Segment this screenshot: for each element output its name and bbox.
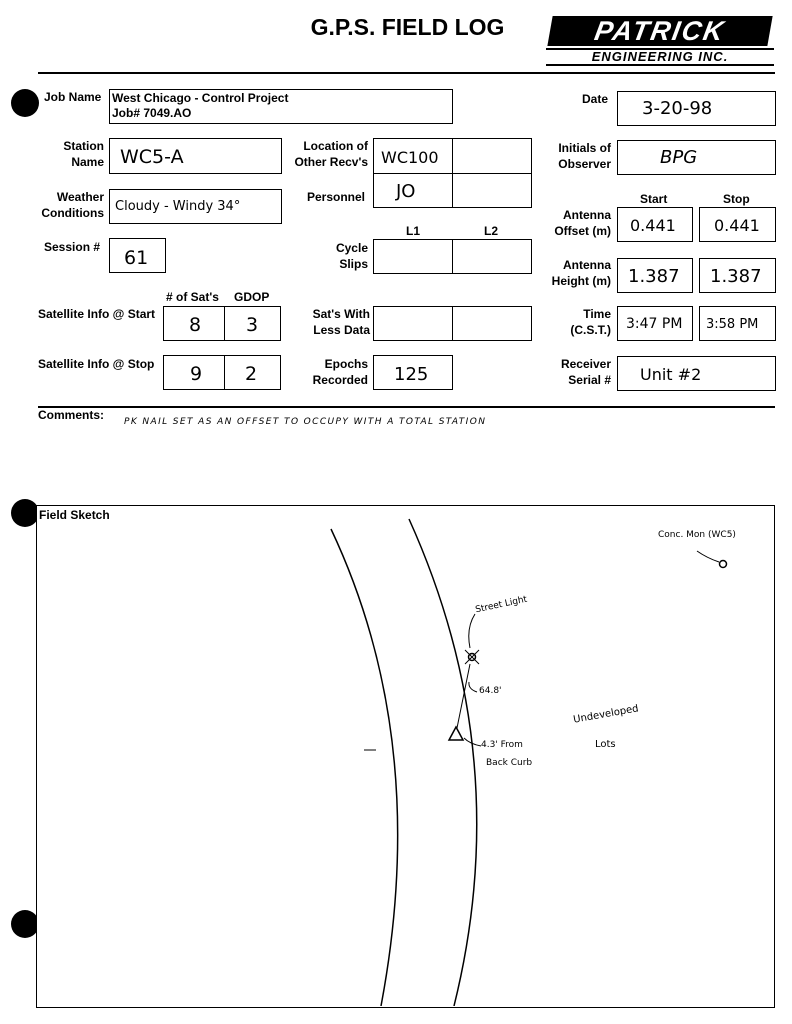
antenna-height-stop-value: 1.387 xyxy=(710,266,762,287)
time-stop-value: 3:58 PM xyxy=(706,317,759,332)
antenna-offset-label-2: Offset (m) xyxy=(554,224,611,238)
field-sketch-drawing xyxy=(37,506,773,1006)
sats-less-data-label-2: Less Data xyxy=(313,323,370,337)
punch-hole-top xyxy=(11,89,39,117)
logo-main: PATRICK xyxy=(547,16,772,46)
sat-info-stop-label: Satellite Info @ Stop xyxy=(38,357,155,371)
weather-label xyxy=(38,190,104,221)
epochs-value: 125 xyxy=(394,364,429,385)
antenna-offset-start-value: 0.441 xyxy=(630,216,676,235)
date-value: 3-20-98 xyxy=(642,98,713,119)
antenna-height-label xyxy=(540,258,611,289)
road-curb-left xyxy=(331,529,398,1006)
cycle-slips-label xyxy=(306,241,368,272)
epochs-label xyxy=(300,357,368,388)
personnel-field-2[interactable] xyxy=(452,173,532,208)
receiver-label-2: Serial # xyxy=(568,373,611,387)
location-other-value: WC100 xyxy=(381,148,439,167)
session-label: Session # xyxy=(44,240,101,254)
initials-label xyxy=(540,141,611,172)
initials-label-1: Initials of xyxy=(558,141,611,155)
antenna-offset-stop-value: 0.441 xyxy=(714,216,760,235)
antenna-height-label-2: Height (m) xyxy=(551,274,611,288)
distance-pointer xyxy=(469,682,477,692)
sats-less-data-l1-field[interactable] xyxy=(373,306,453,341)
job-name-label: Job Name xyxy=(44,90,102,104)
sats-start-field[interactable] xyxy=(163,306,225,341)
time-stop-field[interactable] xyxy=(699,306,776,341)
job-name-line1: West Chicago - Control Project xyxy=(112,91,289,105)
time-label xyxy=(550,307,611,338)
sats-less-data-label xyxy=(296,307,370,338)
antenna-height-stop-field[interactable] xyxy=(699,258,776,293)
cycle-slips-l2-field[interactable] xyxy=(452,239,532,274)
location-other-field-2[interactable] xyxy=(452,138,532,174)
sat-info-start-label: Satellite Info @ Start xyxy=(38,307,156,321)
field-sketch-area[interactable] xyxy=(36,505,775,1008)
l1-column-label: L1 xyxy=(406,224,421,238)
sats-start-value: 8 xyxy=(189,314,202,336)
location-other-label xyxy=(286,139,368,170)
location-other-field-1[interactable] xyxy=(373,138,453,174)
lots-label: Lots xyxy=(595,739,616,750)
epochs-label-1: Epochs xyxy=(324,357,368,371)
date-field[interactable] xyxy=(617,91,776,126)
job-name-field[interactable] xyxy=(109,89,453,124)
comments-label: Comments: xyxy=(38,408,105,422)
receiver-label-1: Receiver xyxy=(560,357,611,371)
session-field[interactable] xyxy=(109,238,166,273)
epochs-label-2: Recorded xyxy=(312,373,368,387)
personnel-label: Personnel xyxy=(307,190,366,204)
gdop-stop-value: 2 xyxy=(245,363,258,385)
weather-label-2: Conditions xyxy=(41,206,104,220)
distance-label: 64.8' xyxy=(479,686,502,696)
stop-column-label: Stop xyxy=(723,192,750,206)
time-start-field[interactable] xyxy=(617,306,693,341)
session-value: 61 xyxy=(124,247,149,269)
punch-hole-bottom xyxy=(11,910,39,938)
date-label: Date xyxy=(582,92,609,106)
station-name-field[interactable] xyxy=(109,138,282,174)
sats-less-data-label-1: Sat's With xyxy=(312,307,370,321)
initials-value: BPG xyxy=(660,147,698,168)
location-other-label-1: Location of xyxy=(303,139,368,153)
personnel-value: JO xyxy=(396,181,416,202)
start-column-label: Start xyxy=(640,192,668,206)
station-triangle-icon xyxy=(449,727,463,740)
monument-arrow xyxy=(697,551,719,562)
sats-stop-value: 9 xyxy=(190,363,203,385)
time-label-2: (C.S.T.) xyxy=(570,323,611,337)
location-other-label-2: Other Recv's xyxy=(294,155,368,169)
company-logo xyxy=(546,14,774,64)
job-name-line2: Job# 7049.AO xyxy=(112,106,192,120)
street-light-label: Street Light xyxy=(474,594,529,616)
epochs-field[interactable] xyxy=(373,355,453,390)
time-start-value: 3:47 PM xyxy=(626,316,683,332)
receiver-label xyxy=(545,357,611,388)
gdop-column-label: GDOP xyxy=(234,290,270,304)
initials-label-2: Observer xyxy=(558,157,611,171)
station-name-label-1: Station xyxy=(63,139,104,153)
station-name-value: WC5-A xyxy=(120,146,184,168)
logo-sub: ENGINEERING INC. xyxy=(546,48,774,66)
receiver-value: Unit #2 xyxy=(640,365,702,384)
offset-label-2: Back Curb xyxy=(486,758,533,768)
time-label-1: Time xyxy=(583,307,611,321)
station-name-label xyxy=(44,139,104,170)
station-name-label-2: Name xyxy=(71,155,104,169)
punch-hole-middle xyxy=(11,499,39,527)
road-curb-right xyxy=(409,519,477,1006)
antenna-offset-start-field[interactable] xyxy=(617,207,693,242)
weather-field[interactable] xyxy=(109,189,282,224)
street-light-arrow xyxy=(469,614,475,648)
sats-stop-field[interactable] xyxy=(163,355,225,390)
weather-value: Cloudy - Windy 34° xyxy=(115,199,241,214)
antenna-offset-label xyxy=(540,208,611,239)
cycle-slips-l1-field[interactable] xyxy=(373,239,453,274)
gdop-start-field[interactable] xyxy=(224,306,281,341)
sats-less-data-l2-field[interactable] xyxy=(452,306,532,341)
comments-value[interactable]: PK NAIL SET AS AN OFFSET TO OCCUPY WITH A TOTAL STATION xyxy=(124,417,487,427)
cycle-slips-label-2: Slips xyxy=(339,257,368,271)
monument-label: Conc. Mon (WC5) xyxy=(658,530,736,540)
form-title: G.P.S. FIELD LOG xyxy=(310,14,505,40)
cycle-slips-label-1: Cycle xyxy=(335,241,368,255)
antenna-offset-stop-field[interactable] xyxy=(699,207,776,242)
offset-label-1: 4.3' From xyxy=(481,740,523,750)
street-light-icon xyxy=(465,650,479,664)
weather-label-1: Weather xyxy=(56,190,104,204)
num-sats-column-label: # of Sat's xyxy=(166,290,219,304)
antenna-offset-label-1: Antenna xyxy=(563,208,611,222)
antenna-height-label-1: Antenna xyxy=(563,258,611,272)
undeveloped-label: Undeveloped xyxy=(572,703,640,726)
comments-rule xyxy=(38,406,775,408)
gdop-stop-field[interactable] xyxy=(224,355,281,390)
monument-marker xyxy=(720,561,727,568)
gdop-start-value: 3 xyxy=(246,314,259,336)
antenna-height-start-value: 1.387 xyxy=(628,266,680,287)
initials-field[interactable] xyxy=(617,140,776,175)
personnel-field-1[interactable] xyxy=(373,173,453,208)
antenna-height-start-field[interactable] xyxy=(617,258,693,293)
receiver-field[interactable] xyxy=(617,356,776,391)
header-rule xyxy=(38,72,775,74)
field-sketch-label: Field Sketch xyxy=(39,508,110,522)
l2-column-label: L2 xyxy=(484,224,499,238)
